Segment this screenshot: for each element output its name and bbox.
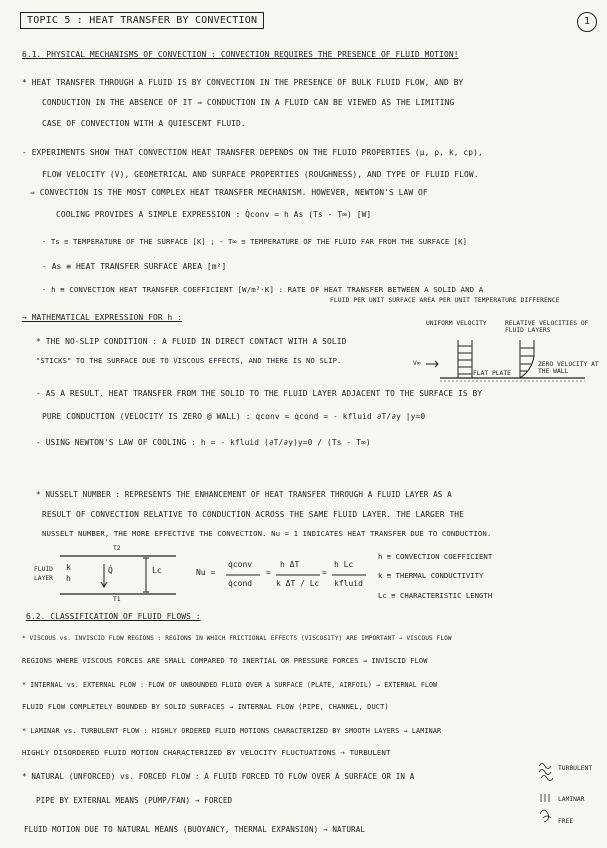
- note-line: NUSSELT NUMBER, THE MORE EFFECTIVE THE CONVECTION. Nu = 1 INDICATES HEAT TRANSFER DUE TO CONDUCTION.: [42, 529, 492, 538]
- def-h: h ≡ CONVECTION COEFFICIENT: [378, 552, 493, 561]
- note-line: CASE OF CONVECTION WITH A QUIESCENT FLUID.: [42, 119, 246, 128]
- note-line: * THE NO-SLIP CONDITION : A FLUID IN DIRECT CONTACT WITH A SOLID: [36, 337, 347, 346]
- newton-law-line: COOLING PROVIDES A SIMPLE EXPRESSION : Q̇conv = h As (Ts - T∞) [W]: [56, 210, 372, 219]
- lc-label: Lc: [152, 566, 162, 575]
- def-lc: Lc ≡ CHARACTERISTIC LENGTH: [378, 591, 493, 600]
- note-line: * HEAT TRANSFER THROUGH A FLUID IS BY CONVECTION IN THE PRESENCE OF BULK FLUID FLOW, AND BY: [22, 78, 464, 87]
- nusselt-frac2-bottom: k ΔT / Lc: [276, 579, 320, 588]
- note-line: - As ≡ HEAT TRANSFER SURFACE AREA [m²]: [42, 262, 227, 271]
- subheading-math-expression: → MATHEMATICAL EXPRESSION FOR h :: [22, 313, 183, 322]
- note-line: - EXPERIMENTS SHOW THAT CONVECTION HEAT TRANSFER DEPENDS ON THE FLUID PROPERTIES (μ, ρ, k, cp),: [22, 148, 483, 157]
- note-line: * NUSSELT NUMBER : REPRESENTS THE ENHANCEMENT OF HEAT TRANSFER THROUGH A FLUID LAYER AS A: [36, 490, 452, 499]
- fraction-bars: [226, 574, 376, 576]
- note-line: * NATURAL (UNFORCED) vs. FORCED FLOW : A FLUID FORCED TO FLOW OVER A SURFACE OR IN A: [22, 772, 415, 781]
- note-line: FLUID PER UNIT SURFACE AREA PER UNIT TEMPERATURE DIFFERENCE: [330, 297, 560, 304]
- free-label: FREE: [558, 818, 574, 825]
- v-inf-label: V∞: [413, 360, 421, 367]
- nusselt-eq-lhs: Nu =: [196, 568, 216, 577]
- uniform-velocity-label: UNIFORM VELOCITY: [426, 320, 487, 327]
- section-heading-6-2: 6.2. CLASSIFICATION OF FLUID FLOWS :: [26, 612, 201, 621]
- h-expression-line: - USING NEWTON'S LAW OF COOLING : h = - kfluid (∂T/∂y)y=0 / (Ts - T∞): [36, 438, 371, 447]
- note-line: * INTERNAL vs. EXTERNAL FLOW : FLOW OF UNBOUNDED FLUID OVER A SURFACE (PLATE, AIRFOIL) → EXTERNAL FLOW: [22, 681, 438, 689]
- note-line: HIGHLY DISORDERED FLUID MOTION CHARACTERIZED BY VELOCITY FLUCTUATIONS → TURBULENT: [22, 748, 391, 757]
- note-line: - AS A RESULT, HEAT TRANSFER FROM THE SOLID TO THE FLUID LAYER ADJACENT TO THE SURFACE IS BY: [36, 389, 483, 398]
- note-line: CONDUCTION IN THE ABSENCE OF IT ⇒ CONDUCTION IN A FLUID CAN BE VIEWED AS THE LIMITING: [42, 98, 455, 107]
- note-line: - h ≡ CONVECTION HEAT TRANSFER COEFFICIENT [W/m²·K] : RATE OF HEAT TRANSFER BETWEEN A SOLID AND A: [42, 285, 484, 294]
- note-line: * VISCOUS vs. INVISCID FLOW REGIONS : REGIONS IN WHICH FRICTIONAL EFFECTS (VISCOSITY) ARE IMPORTANT → VISCOUS FLOW: [22, 635, 452, 642]
- nusselt-frac3-bottom: kfluid: [334, 579, 363, 588]
- flat-plate-label: FLAT PLATE: [473, 370, 511, 377]
- flow-regime-sketches: [537, 760, 557, 830]
- note-line: - Ts ≡ TEMPERATURE OF THE SURFACE [K] ; - T∞ ≡ TEMPERATURE OF THE FLUID FAR FROM THE SURFACE [K]: [42, 237, 468, 246]
- t1-label: T1: [113, 596, 121, 603]
- note-line: ⇒ CONVECTION IS THE MOST COMPLEX HEAT TRANSFER MECHANISM. HOWEVER, NEWTON'S LAW OF: [30, 188, 428, 197]
- laminar-label: LAMINAR: [558, 796, 585, 803]
- page-number: 1: [577, 12, 597, 32]
- no-slip-figure: [420, 326, 590, 386]
- page-title: TOPIC 5 : HEAT TRANSFER BY CONVECTION: [20, 12, 264, 29]
- fluid-layer-label: FLUID LAYER: [34, 566, 53, 582]
- note-line: RESULT OF CONVECTION RELATIVE TO CONDUCTION ACROSS THE SAME FLUID LAYER. THE LARGER THE: [42, 510, 464, 519]
- h-label: h: [66, 574, 71, 583]
- note-line: REGIONS WHERE VISCOUS FORCES ARE SMALL COMPARED TO INERTIAL OR PRESSURE FORCES → INVISCID FLOW: [22, 657, 428, 665]
- def-k: k ≡ THERMAL CONDUCTIVITY: [378, 571, 484, 580]
- q-label: Q̇: [108, 566, 113, 575]
- note-line: * LAMINAR vs. TURBULENT FLOW : HIGHLY ORDERED FLUID MOTIONS CHARACTERIZED BY SMOOTH LAYERS → LAMINAR: [22, 727, 442, 735]
- note-line: "STICKS" TO THE SURFACE DUE TO VISCOUS EFFECTS, AND THERE IS NO SLIP.: [36, 356, 342, 365]
- nusselt-frac2-top: h ΔT: [280, 560, 300, 569]
- note-line: FLUID FLOW COMPLETELY BOUNDED BY SOLID SURFACES → INTERNAL FLOW (PIPE, CHANNEL, DUCT): [22, 703, 389, 711]
- note-line: FLOW VELOCITY (V), GEOMETRICAL AND SURFACE PROPERTIES (ROUGHNESS), AND TYPE OF FLUID FLOW.: [42, 170, 479, 179]
- nusselt-layer-figure: [58, 550, 178, 600]
- t2-label: T2: [113, 545, 121, 552]
- relative-velocities-label: RELATIVE VELOCITIES OF FLUID LAYERS: [505, 320, 589, 334]
- conduction-equation-line: PURE CONDUCTION (VELOCITY IS ZERO @ WALL) : q̇conv = q̇cond = - kfluid ∂T/∂y |y=0: [42, 412, 426, 421]
- section-heading-6-1: 6.1. PHYSICAL MECHANISMS OF CONVECTION : CONVECTION REQUIRES THE PRESENCE OF FLUID MOTION!: [22, 50, 459, 59]
- notes-page: TOPIC 5 : HEAT TRANSFER BY CONVECTION 1 6.1. PHYSICAL MECHANISMS OF CONVECTION : CONVECTION REQUIRES THE PRESENCE OF FLUID MOTION! * HEAT TRANSFER THROUGH A FLUID IS BY CONVECTION IN THE PRESENCE OF BULK FLUID FLOW, AND BY CONDUCTION IN THE ABSENCE OF IT ⇒ CONDUCTION IN A FLUID CAN BE VIEWED AS THE LIMITING CASE OF CONVECTION WITH A QUIESCENT FLUID. - EXPERIMENTS SHOW THAT CONVECTION HEAT TRANSFER DEPENDS ON THE FLUID PROPERTIES (μ, ρ, k, cp), FLOW VELOCITY (V), GEOMETRICAL AND SURFACE PROPERTIES (ROUGHNESS), AND TYPE OF FLUID FLOW. ⇒ CONVECTION IS THE MOST COMPLEX HEAT TRANSFER MECHANISM. HOWEVER, NEWTON'S LAW OF COOLING PROVIDES A SIMPLE EXPRESSION : Q̇conv = h As (Ts - T∞) [W] - Ts ≡ TEMPERATURE OF THE SURFACE [K] ; - T∞ ≡ TEMPERATURE OF THE FLUID FAR FROM THE SURFACE [K] - As ≡ HEAT TRANSFER SURFACE AREA [m²] - h ≡ CONVECTION HEAT TRANSFER COEFFICIENT [W/m²·K] : RATE OF HEAT TRANSFER BETWEEN A SOLID AND A FLUID PER UNIT SURFACE AREA PER UNIT TEMPERATURE DIFFERENCE → MATHEMATICAL EXPRESSION FOR h : * THE NO-SLIP CONDITION : A FLUID IN DIRECT CONTACT WITH A SOLID "STICKS" TO THE SURFACE DUE TO VISCOUS EFFECTS, AND THERE IS NO SLIP. UNIFORM VELOCITY RELATIVE VELOCITIES OF FLUID LAYERS V∞ FLAT PLATE ZERO VELOCITY AT THE WALL - AS A RESULT, HEAT TRANSFER FROM THE SOLID TO THE FLUID LAYER ADJACENT TO THE SURFACE IS BY PURE CONDUCTION (VELOCITY IS ZERO @ WALL) : q̇conv = q̇cond = - kfluid ∂T/∂y |y=0 - USING NEWTON'S LAW OF COOLING : h = - kfluid (∂T/∂y)y=0 / (Ts - T∞) * NUSSELT NUMBER : REPRESENTS THE ENHANCEMENT OF HEAT TRANSFER THROUGH A FLUID LAYER AS A RESULT OF CONVECTION RELATIVE TO CONDUCTION ACROSS THE SAME FLUID LAYER. THE LARGER THE NUSSELT NUMBER, THE MORE EFFECTIVE THE CONVECTION. Nu = 1 INDICATES HEAT TRANSFER DUE TO CONDUCTION. T2 T1 FLUID LAYER k h Q̇ Lc Nu = q̇conv q̇cond = h ΔT k ΔT / Lc = h Lc kfluid h ≡ CONVECTION COEFFICIENT k ≡ THERMAL CONDUCTIVITY Lc ≡ CHARACTERISTIC LENGTH 6.2. CLASSIFICATION OF FLUID FLOWS : * VISCOUS vs. INVISCID FLOW REGIONS : REGIONS IN WHICH FRICTIONAL EFFECTS (VISCOSITY) ARE IMPORTANT → VISCOUS FLOW REGIONS WHERE VISCOUS FORCES ARE SMALL COMPARED TO INERTIAL OR PRESSURE FORCES → INVISCID FLOW * INTERNAL vs. EXTERNAL FLOW : FLOW OF UNBOUNDED FLUID OVER A SURFACE (PLATE, AIRFOIL) → EXTERNAL FLOW FLUID FLOW COMPLETELY BOUNDED BY SOLID SURFACES → INTERNAL FLOW (PIPE, CHANNEL, DUCT) * LAMINAR vs. TURBULENT FLOW : HIGHLY ORDERED FLUID MOTIONS CHARACTERIZED BY SMOOTH LAYERS → LAMINAR HIGHLY DISORDERED FLUID MOTION CHARACTERIZED BY VELOCITY FLUCTUATIONS → TURBULENT * NATURAL (UNFORCED) vs. FORCED FLOW : A FLUID FORCED TO FLOW OVER A SURFACE OR IN A PIPE BY EXTERNAL MEANS (PUMP/FAN) → FORCED FLUID MOTION DUE TO NATURAL MEANS (BUOYANCY, THERMAL EXPANSION) → NATURAL TURBULENT LAMINAR FREE: [0, 0, 607, 848]
- note-line: FLUID MOTION DUE TO NATURAL MEANS (BUOYANCY, THERMAL EXPANSION) → NATURAL: [24, 825, 366, 834]
- nusselt-frac1-bottom: q̇cond: [228, 579, 253, 588]
- note-line: PIPE BY EXTERNAL MEANS (PUMP/FAN) → FORCED: [36, 796, 233, 805]
- zero-velocity-label: ZERO VELOCITY AT THE WALL: [538, 361, 599, 375]
- turbulent-label: TURBULENT: [558, 765, 593, 772]
- nusselt-frac3-top: h Lc: [334, 560, 354, 569]
- nusselt-frac1-top: q̇conv: [228, 560, 253, 569]
- k-label: k: [66, 563, 71, 572]
